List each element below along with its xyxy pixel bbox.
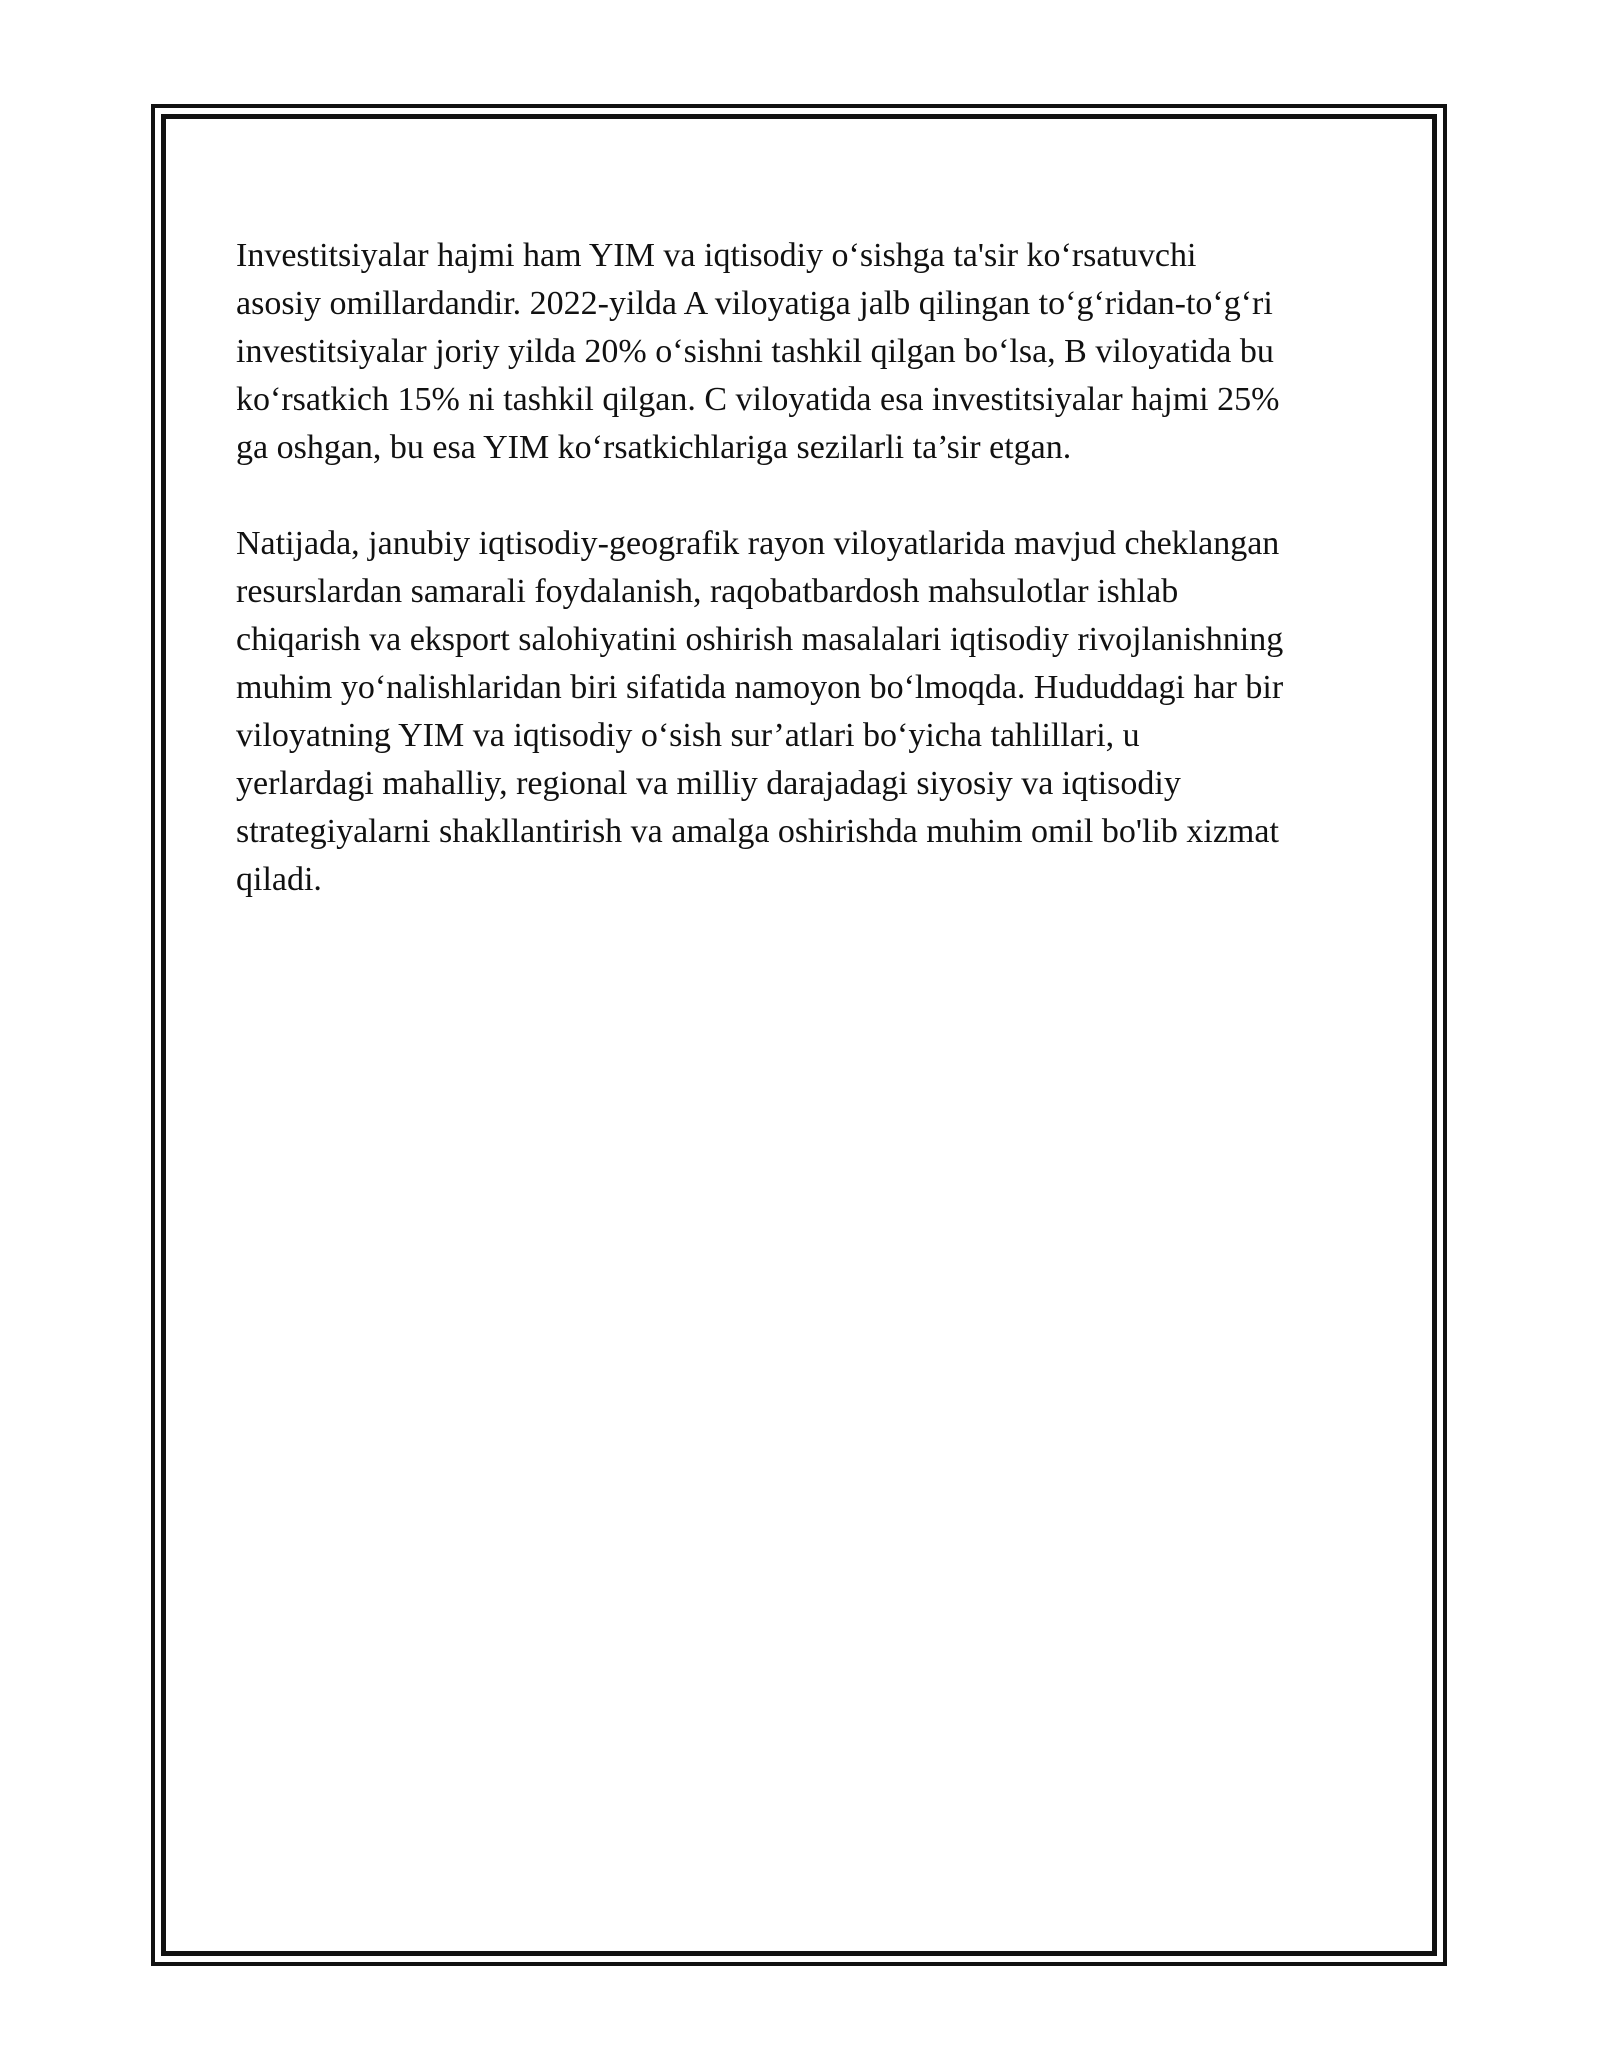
document-body bbox=[236, 232, 1376, 952]
paragraph-investments: Investitsiyalar hajmi ham YIM va iqtisodiy o‘sishga ta'sir ko‘rsatuvchi asosiy omillardandir. 2022-yilda A viloyatiga jalb qilingan to‘g‘ridan-to‘g‘ri investitsiyalar joriy yilda 20% o‘sishni tashkil qilgan bo‘lsa, B viloyatida bu ko‘rsatkich 15% ni tashkil qilgan. C viloyatida esa investitsiyalar hajmi 25% ga oshgan, bu esa YIM ko‘rsatkichlariga sezilarli ta’sir etgan. bbox=[236, 237, 1280, 466]
paragraph-conclusion: Natijada, janubiy iqtisodiy-geografik rayon viloyatlarida mavjud cheklangan resurslardan samarali foydalanish, raqobatbardosh mahsulotlar ishlab chiqarish va eksport salohiyatini oshirish masalalari iqtisodiy rivojlanishning muhim yo‘nalishlaridan biri sifatida namoyon bo‘lmoqda. Hududdagi har bir viloyatning YIM va iqtisodiy o‘sish sur’atlari bo‘yicha tahlillari, u yerlardagi mahalliy, regional va milliy darajadagi siyosiy va iqtisodiy strategiyalarni shakllantirish va amalga oshirishda muhim omil bo'lib xizmat qiladi. bbox=[236, 525, 1284, 898]
